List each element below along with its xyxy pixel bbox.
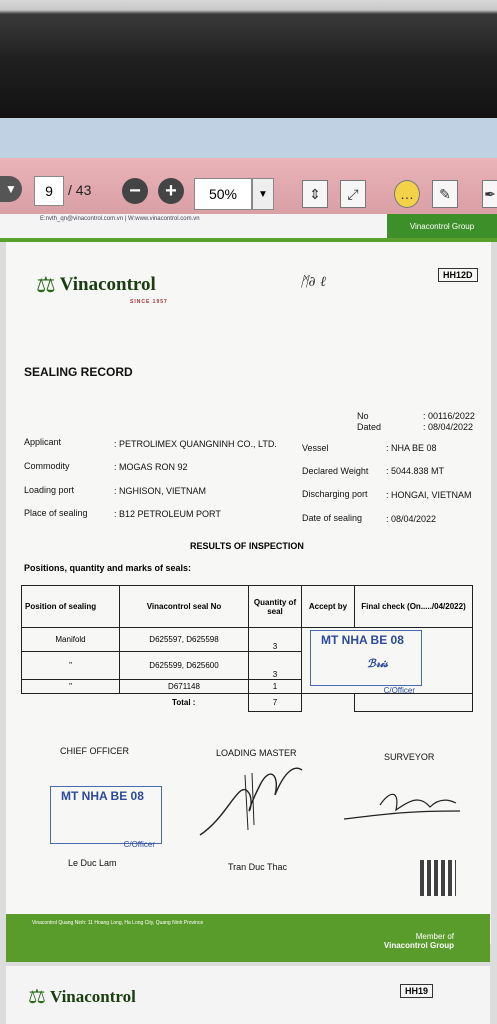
scales-icon: ⚖	[28, 986, 46, 1008]
zoom-dropdown-icon[interactable]: ▼	[252, 178, 274, 210]
initials-signature: ᛗ∂ ℓ	[300, 274, 326, 290]
place-of-sealing-label: Place of sealing	[24, 508, 88, 518]
applicant-value: : PETROLIMEX QUANGNINH CO., LTD.	[114, 439, 277, 449]
col-accept-by: Accept by	[302, 586, 355, 628]
footer-member	[384, 932, 454, 950]
no-label: No	[357, 411, 369, 421]
total-row	[22, 694, 473, 712]
place-of-sealing-value: : B12 PETROLEUM PORT	[114, 509, 221, 519]
stamp-text: MT NHA BE 08	[61, 789, 144, 803]
commodity-label: Commodity	[24, 461, 70, 471]
commodity-value: : MOGAS RON 92	[114, 462, 188, 472]
loading-master-label: LOADING MASTER	[216, 748, 297, 758]
vessel-value: : NHA BE 08	[386, 443, 437, 453]
fit-page-icon[interactable]: ⇕	[302, 180, 328, 208]
scales-icon: ⚖	[36, 272, 56, 297]
stamp-sub: C/Officer	[123, 840, 155, 849]
cell-position: "	[22, 680, 120, 694]
date-of-sealing-label: Date of sealing	[302, 513, 363, 523]
col-final-check: Final check (On...../04/2022)	[355, 586, 473, 628]
highlight-icon[interactable]: ✎	[432, 180, 458, 208]
col-seal-no: Vinacontrol seal No	[120, 586, 249, 628]
cell-qty: 3	[249, 628, 302, 652]
col-quantity: Quantity of seal	[249, 586, 302, 628]
comment-icon[interactable]: …	[394, 180, 420, 208]
page-total: / 43	[68, 182, 92, 198]
footer-address: Vinacontrol Quang Ninh: 11 Hoang Long, Ha Long City, Quang Ninh Province	[32, 920, 204, 926]
chief-officer-stamp	[50, 786, 162, 849]
total-label: Total :	[120, 694, 249, 712]
sign-icon[interactable]: ✒	[482, 180, 497, 208]
vinacontrol-logo	[36, 272, 156, 298]
chief-officer-label: CHIEF OFFICER	[60, 746, 129, 756]
previous-page-footer-text: E:nvth_qn@vinacontrol.com.vn | W:www.vinacontrol.com.vn	[40, 216, 200, 222]
loading-master-name: Tran Duc Thac	[228, 862, 288, 872]
loading-port-value: : NGHISON, VIETNAM	[114, 486, 207, 496]
next-page	[6, 966, 490, 1024]
col-position: Position of sealing	[22, 586, 120, 628]
surveyor-signature	[340, 785, 470, 825]
cell-seal: D625597, D625598	[120, 628, 249, 652]
brand-name: Vinacontrol	[49, 986, 136, 1006]
fit-width-icon[interactable]: ⤢	[340, 180, 366, 208]
cell-position: "	[22, 652, 120, 680]
brand-name: Vinacontrol	[59, 274, 156, 295]
prev-page-button[interactable]: ▼	[0, 176, 22, 202]
chief-officer-name: Le Duc Lam	[68, 858, 117, 868]
discharging-port-label: Discharging port	[302, 489, 368, 499]
footer-member-text: Member of	[415, 932, 454, 941]
footer-group-text: Vinacontrol Group	[383, 941, 454, 950]
cell-qty: 1	[249, 680, 302, 694]
since-label: SINCE 1957	[130, 299, 168, 305]
applicant-label: Applicant	[24, 437, 62, 447]
cell-seal: D625599, D625600	[120, 652, 249, 680]
next-form-code: HH19	[400, 984, 433, 998]
declared-weight-value: : 5044.838 MT	[386, 466, 445, 476]
dated-label: Dated	[357, 422, 382, 432]
declared-weight-label: Declared Weight	[302, 466, 369, 476]
vessel-stamp-table	[310, 630, 422, 695]
previous-page-footer	[0, 214, 497, 242]
form-code: HH12D	[438, 268, 478, 282]
loading-master-signature	[190, 755, 310, 845]
cell-seal: D671148	[120, 680, 249, 694]
page-title: SEALING RECORD	[24, 365, 133, 379]
stamp-text: MT NHA BE 08	[321, 633, 404, 647]
monitor-bezel	[0, 0, 497, 120]
next-page-logo	[28, 984, 136, 1009]
surveyor-label: SURVEYOR	[384, 752, 435, 762]
dated-value: : 08/04/2022	[423, 422, 474, 432]
vessel-label: Vessel	[302, 443, 329, 453]
cell-qty: 3	[249, 652, 302, 680]
loading-port-label: Loading port	[24, 485, 75, 495]
zoom-out-button[interactable]: −	[122, 178, 148, 204]
discharging-port-value: : HONGAI, VIETNAM	[386, 490, 472, 500]
footer-bar	[6, 914, 490, 962]
no-value: : 00116/2022	[423, 411, 475, 421]
date-of-sealing-value: : 08/04/2022	[386, 514, 437, 524]
previous-page-group-bar: Vinacontrol Group	[387, 214, 497, 238]
page-number-input[interactable]: 9	[34, 176, 64, 206]
stamp-sub: C/Officer	[383, 686, 415, 695]
results-heading: RESULTS OF INSPECTION	[190, 541, 304, 551]
zoom-level-field[interactable]: 50%	[194, 178, 252, 210]
total-value: 7	[249, 694, 302, 712]
stamp-signature: ℬ𝓇𝒾𝓈	[367, 657, 388, 670]
positions-heading: Positions, quantity and marks of seals:	[24, 563, 192, 573]
zoom-in-button[interactable]: +	[158, 178, 184, 204]
window-titlebar	[0, 118, 497, 158]
qr-code	[420, 860, 456, 896]
cell-position: Manifold	[22, 628, 120, 652]
